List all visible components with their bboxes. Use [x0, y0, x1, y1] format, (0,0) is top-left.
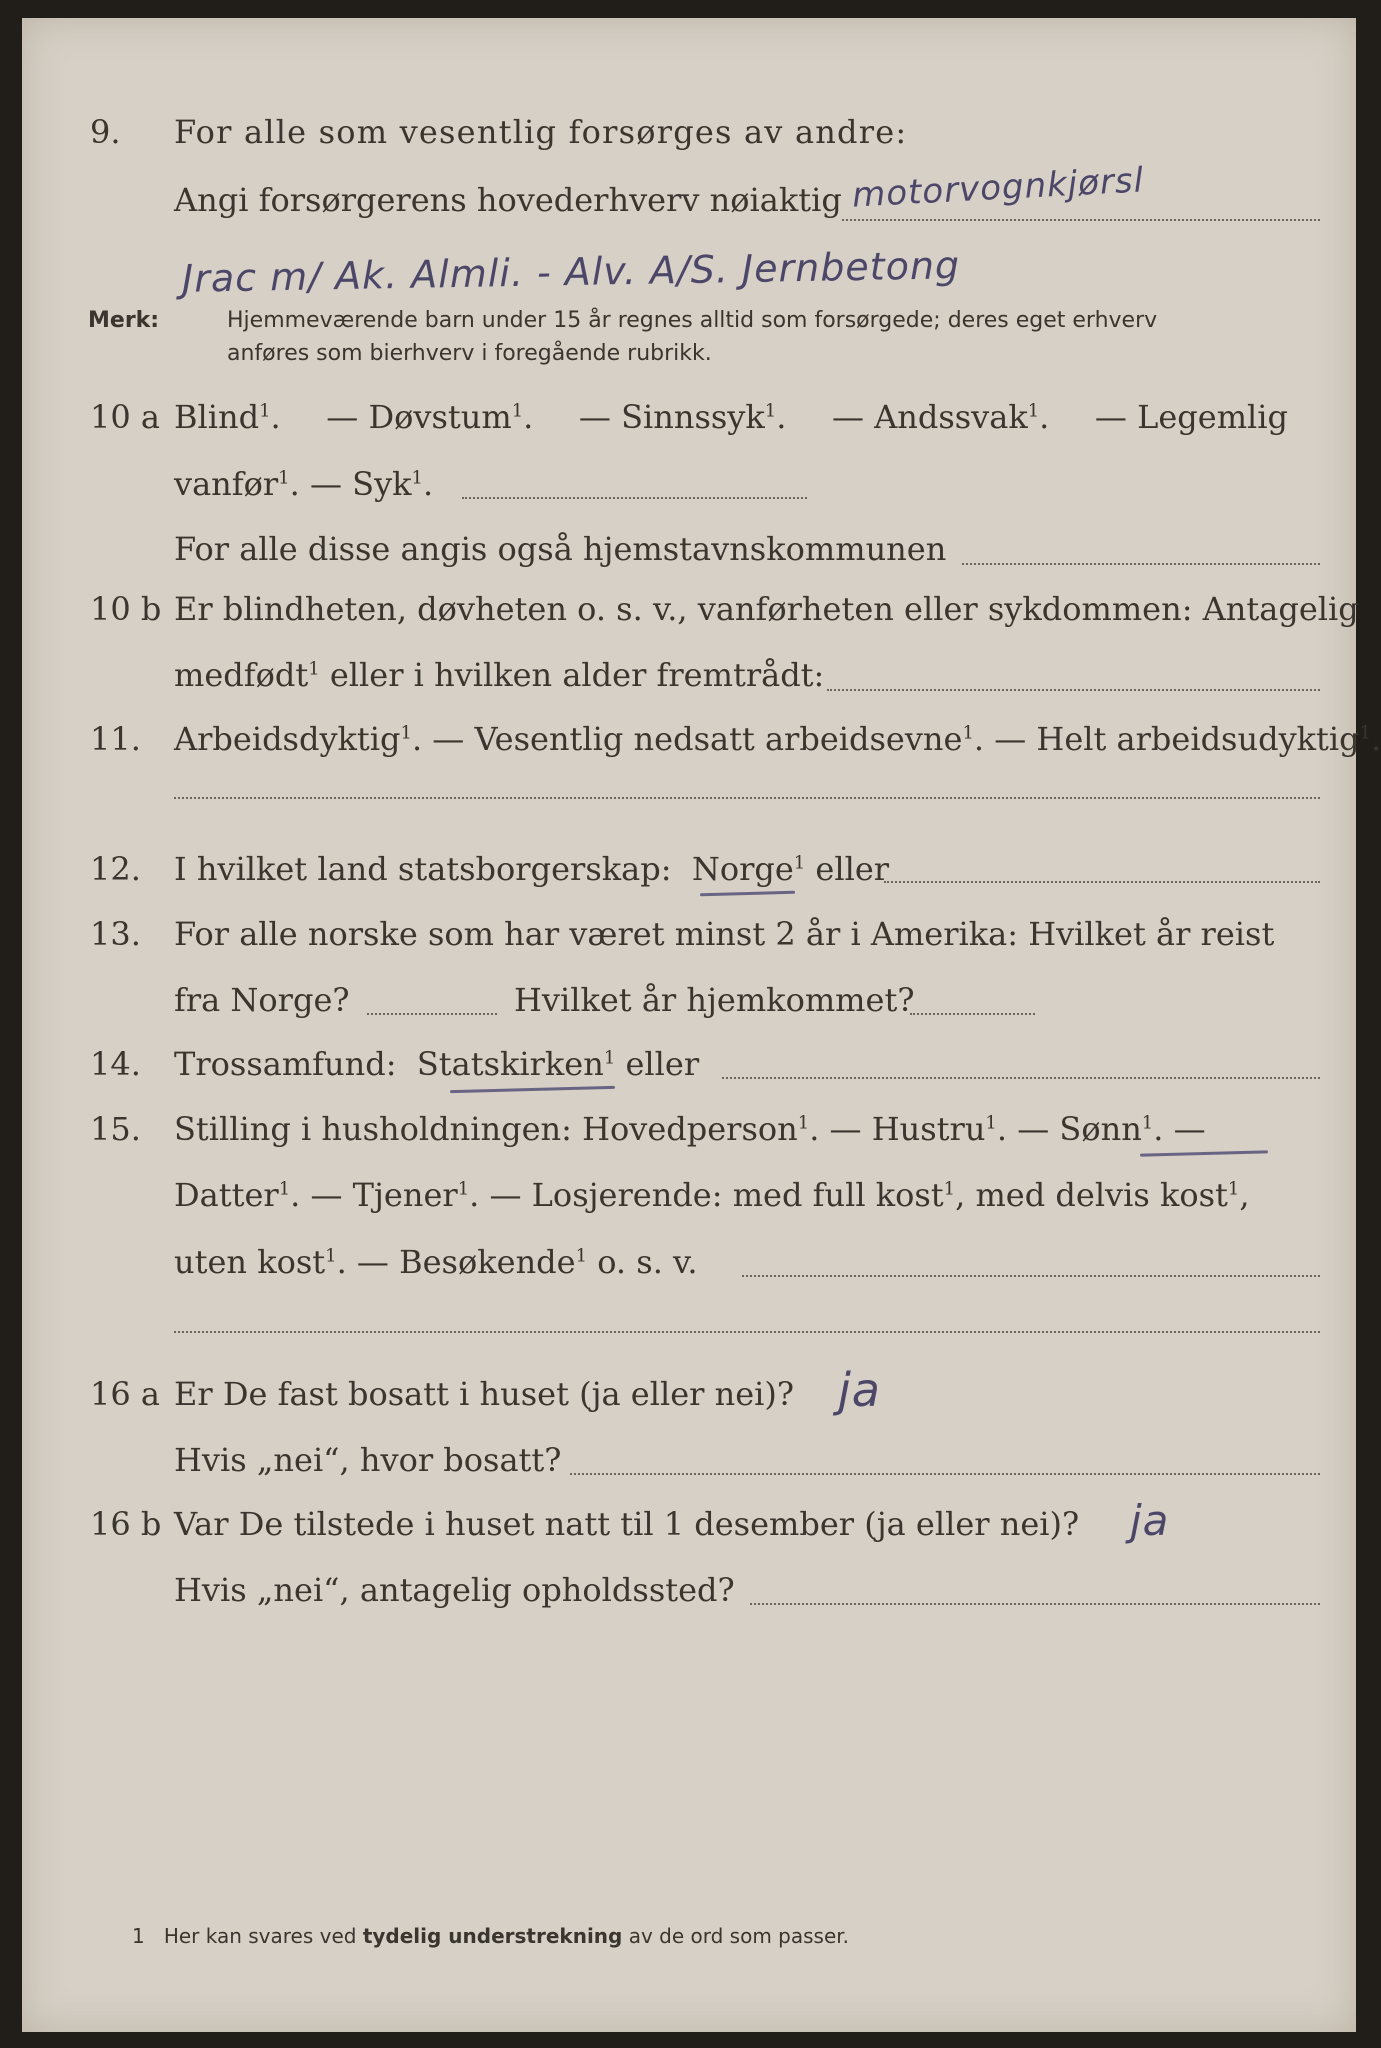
- q14-number: 14.: [90, 1045, 141, 1083]
- option-syk: — Syk: [309, 465, 412, 503]
- q16b-handwritten-answer: ja: [1130, 1496, 1170, 1545]
- q16b-opholdssted-label: Hvis „nei“, antagelig opholdssted?: [174, 1571, 735, 1609]
- q11-number: 11.: [90, 720, 141, 758]
- q9-line1: [22, 113, 1356, 163]
- q10b-alder-line: [827, 688, 1320, 691]
- q10a-hjemstavn-label: For alle disse angis også hjemstavnskommunen: [174, 530, 947, 568]
- q10b-line1: [22, 590, 1359, 640]
- q16a-line1: [22, 1375, 1356, 1425]
- q13-reist-line: [367, 1012, 497, 1015]
- q16a-line2: [22, 1441, 1356, 1491]
- q16a-bosatt-line: [570, 1472, 1320, 1475]
- q15-answer-line2: [174, 1330, 1320, 1333]
- q9-line2: [22, 181, 1356, 231]
- q12-answer-line: [884, 880, 1320, 883]
- census-form-page: [22, 18, 1381, 2032]
- q13-number: 13.: [90, 915, 141, 953]
- option-medfodt: medfødt: [174, 656, 309, 694]
- option-tjener: . — Tjener: [290, 1176, 458, 1214]
- option-full-kost: . — Losjerende: med full kost: [469, 1176, 944, 1214]
- option-statskirken: Statskirken: [416, 1045, 604, 1083]
- option-norge: Norge: [691, 850, 794, 888]
- q9-question: For alle som vesentlig forsørges av andre:: [174, 113, 908, 151]
- q13-hjemkommet-label: Hvilket år hjemkommet?: [514, 981, 915, 1019]
- q16a-number: 16 a: [90, 1375, 160, 1413]
- q10a-syk-line: [462, 496, 807, 499]
- option-sinnssyk: — Sinnssyk: [578, 398, 765, 436]
- option-arbeidsdyktig: Arbeidsdyktig: [174, 720, 401, 758]
- option-sonn: Sønn: [1059, 1110, 1142, 1148]
- q16b-number: 16 b: [90, 1505, 162, 1543]
- q9-handwritten-occupation: motorvognkjørsl: [851, 160, 1146, 216]
- q10a-line3: [22, 530, 1356, 580]
- option-blind: Blind: [174, 398, 260, 436]
- footnote-mark: 1: [132, 1924, 145, 1948]
- q16a-bosatt-label: Hvis „nei“, hvor bosatt?: [174, 1441, 562, 1479]
- q9-answer-line: [842, 218, 1320, 221]
- q14-line: 14. Trossamfund: Statskirken$^1$ eller: [90, 1045, 700, 1083]
- q12-question: I hvilket land statsborgerskap:: [174, 850, 672, 888]
- option-delvis-kost: , med delvis kost: [955, 1176, 1228, 1214]
- q10a-options: Blind$^1$. — Døvstum$^1$. — Sinnssyk$^1$. — Andssvak$^1$. — Legemlig: [174, 398, 1288, 436]
- q14-label: Trossamfund:: [174, 1045, 397, 1083]
- q13-hjemkommet-line: [910, 1012, 1035, 1015]
- q13-question: For alle norske som har været minst 2 år i Amerika: Hvilket år reist: [174, 915, 1275, 953]
- q14-answer-line: [722, 1076, 1320, 1079]
- q10a-line1: [22, 398, 1356, 448]
- q16b-line2: [22, 1571, 1356, 1621]
- merk-line1: Hjemmeværende barn under 15 år regnes alltid som forsørgede; deres eget erhverv: [227, 308, 1158, 333]
- q15-line3: uten kost$^1$. — Besøkende$^1$ o. s. v.: [174, 1243, 698, 1281]
- q16a-question: Er De fast bosatt i huset (ja eller nei)?: [174, 1375, 795, 1413]
- q14-eller: eller: [625, 1045, 700, 1083]
- option-uten-kost: uten kost: [174, 1243, 326, 1281]
- q10b-number: 10 b: [90, 590, 162, 628]
- q16a-handwritten-answer: ja: [838, 1363, 881, 1417]
- merk-line2: anføres som bierhverv i foregående rubrikk.: [227, 341, 712, 366]
- option-vanfor: vanfør: [174, 465, 279, 503]
- q10a-number: 10 a: [90, 398, 160, 436]
- option-datter: Datter: [174, 1176, 279, 1214]
- q16b-question: Var De tilstede i huset natt til 1 desember (ja eller nei)?: [174, 1505, 1080, 1543]
- option-andssvak: — Andssvak: [831, 398, 1028, 436]
- q16b-opholdssted-line: [750, 1602, 1320, 1605]
- q15-answer-line1: [742, 1274, 1320, 1277]
- q9-number: 9.: [90, 113, 121, 151]
- q15-number: 15.: [90, 1110, 141, 1148]
- option-dovstum: — Døvstum: [326, 398, 512, 436]
- option-nedsatt: . — Vesentlig nedsatt arbeidsevne: [411, 720, 963, 758]
- q10a-hjemstavn-line: [962, 562, 1320, 565]
- q15-label-hovedperson: Stilling i husholdningen: Hovedperson: [174, 1110, 798, 1148]
- merk-label: Merk:: [88, 308, 160, 333]
- q10b-question: Er blindheten, døvheten o. s. v., vanførheten eller sykdommen: Antagelig: [174, 590, 1359, 628]
- option-hustru: . — Hustru: [809, 1110, 986, 1148]
- q12-number: 12.: [90, 850, 141, 888]
- q10b-line2: medfødt$^1$ eller i hvilken alder fremtrådt:: [174, 656, 825, 694]
- q13-line1: [22, 915, 1356, 965]
- footnote: 1 Her kan svares ved tydelig understrekning av de ord som passer.: [132, 1924, 850, 1948]
- q10a-line2: vanfør$^1$. — Syk$^1$.: [174, 465, 434, 503]
- q15-line2: Datter$^1$. — Tjener$^1$. — Losjerende: med full kost$^1$, med delvis kost$^1$,: [174, 1176, 1250, 1214]
- q13-reist-label: fra Norge?: [174, 981, 350, 1019]
- q12-eller: eller: [815, 850, 890, 888]
- q15-line1: 15. Stilling i husholdningen: Hovedperson$^1$. — Hustru$^1$. — Sønn$^1$. —: [90, 1110, 1206, 1148]
- q9-handwritten-employer: Jrac m/ Ak. Almli. - Alv. A/S. Jernbetong: [181, 243, 961, 301]
- q11-answer-line: [174, 796, 1320, 799]
- option-besokende: . — Besøkende: [336, 1243, 576, 1281]
- q11-line1: 11. Arbeidsdyktig$^1$. — Vesentlig nedsatt arbeidsevne$^1$. — Helt arbeidsudyktig$^1$.: [90, 720, 1381, 758]
- q13-line2: [22, 981, 1356, 1031]
- option-legemlig: — Legemlig: [1094, 398, 1288, 436]
- q10b-alder-label: eller i hvilken alder fremtrådt:: [329, 656, 825, 694]
- q12-line: 12. I hvilket land statsborgerskap: Norge$^1$ eller: [90, 850, 890, 888]
- option-udyktig: . — Helt arbeidsudyktig: [973, 720, 1360, 758]
- q9-provider-label: Angi forsørgerens hovederhverv nøiaktig: [174, 181, 842, 219]
